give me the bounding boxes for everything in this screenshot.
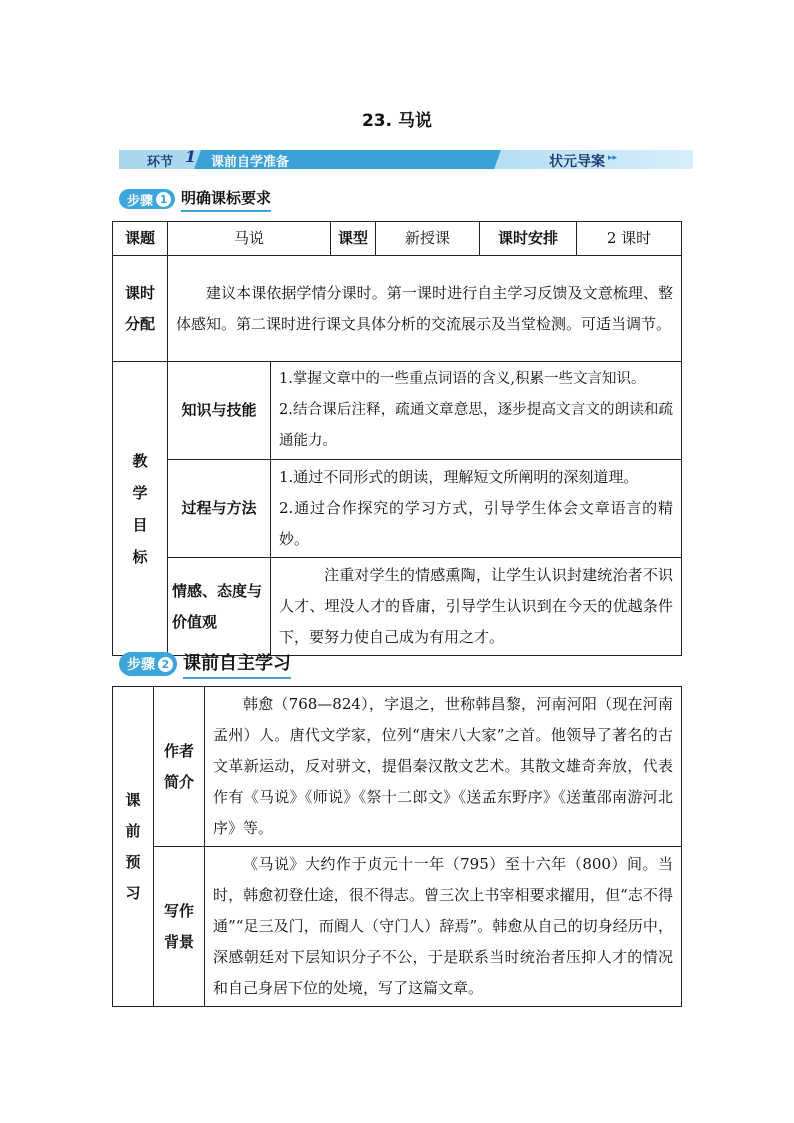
knowledge-line-1: 1.掌握文章中的一些重点词语的含义,积累一些文言知识。	[279, 371, 646, 387]
emotion-label-b: 价值观	[172, 612, 218, 631]
background-text: 《马说》大约作于贞元十一年（795）至十六年（800）间。当时，韩愈初登仕途，很不得志。曾三次上书宰相要求擢用，但“志不得通”“足三及门，而阍人（守门人）辞焉”。韩愈从自己的切身经历中，深感朝廷对下层知识分子不公，于是联系当时统治者压抑人才的情况和自己身居下位的处境，写了这篇文章。	[205, 847, 682, 1007]
background-label	[154, 847, 205, 1007]
emotion-label	[168, 558, 271, 656]
lesson-type-label: 课型	[331, 222, 376, 256]
step-1-header	[119, 189, 271, 209]
step-1-pill	[119, 189, 175, 209]
process-label: 过程与方法	[168, 460, 271, 558]
goals-char-4: 标	[132, 547, 148, 566]
lesson-type-value: 新授课	[376, 222, 480, 256]
knowledge-text	[271, 362, 682, 460]
banner-topic: 课前自学准备	[211, 155, 290, 170]
curriculum-table	[112, 221, 682, 656]
schedule-label	[113, 256, 168, 362]
goals-char-3: 目	[132, 515, 148, 534]
subject-value: 马说	[168, 222, 331, 256]
process-line-1: 1.通过不同形式的朗读，理解短文所阐明的深刻道理。	[279, 468, 639, 486]
preview-char-2: 前	[125, 821, 141, 840]
preview-char-1: 课	[125, 790, 141, 809]
step-2-number-icon: 2	[158, 657, 173, 672]
step-1-heading: 明确课标要求	[181, 187, 271, 212]
preview-label	[113, 687, 154, 1007]
knowledge-label: 知识与技能	[168, 362, 271, 460]
emotion-label-a: 情感、态度与	[172, 581, 263, 600]
step-2-heading: 课前自主学习	[183, 649, 291, 679]
step-1-number-icon: 1	[156, 192, 171, 207]
preview-table	[112, 686, 682, 1007]
background-label-a: 写作	[163, 901, 194, 920]
author-label	[154, 687, 205, 847]
schedule-text: 建议本课依据学情分课时。第一课时进行自主学习反馈及文意梳理、整体感知。第二课时进行课文具体分析的交流展示及当堂检测。可适当调节。	[168, 256, 682, 362]
emotion-text: 注重对学生的情感熏陶，让学生认识封建统治者不识人才、埋没人才的昏庸，引导学生认识到在今天的优越条件下，要努力使自己成为有用之才。	[271, 558, 682, 656]
period-value: 2 课时	[577, 222, 682, 256]
preview-char-4: 习	[125, 883, 141, 902]
page-title: 23. 马说	[361, 111, 433, 131]
step-2-header	[119, 654, 291, 674]
goals-char-1: 教	[132, 451, 148, 470]
schedule-label-a: 课时	[124, 283, 155, 302]
subject-label: 课题	[113, 222, 168, 256]
process-line-2: 2.通过合作探究的学习方式，引导学生体会文章语言的精妙。	[279, 499, 674, 548]
author-label-b: 简介	[163, 772, 194, 791]
banner-label: 环节	[147, 155, 174, 170]
step-2-tag: 步骤	[127, 657, 155, 673]
step-1-tag: 步骤	[127, 193, 154, 209]
process-text	[271, 460, 682, 558]
schedule-label-b: 分配	[124, 314, 155, 333]
banner-brand: 状元导案	[549, 154, 605, 170]
author-label-a: 作者	[163, 741, 194, 760]
period-label: 课时安排	[480, 222, 577, 256]
preview-char-3: 预	[125, 852, 141, 871]
knowledge-line-2: 2.结合课后注释，疏通文章意思，逐步提高文言文的朗读和疏通能力。	[279, 402, 674, 449]
double-arrow-icon: ▸▸	[607, 153, 617, 163]
banner-number: 1	[185, 147, 197, 166]
goals-char-2: 学	[132, 483, 148, 502]
section-banner	[119, 147, 693, 170]
goals-label	[113, 362, 168, 656]
background-label-b: 背景	[163, 932, 194, 951]
author-text: 韩愈（768—824），字退之，世称韩昌黎，河南河阳（现在河南孟州）人。唐代文学家，位列“唐宋八大家”之首。他领导了著名的古文革新运动，反对骈文，提倡秦汉散文艺术。其散文雄奇奔放，代表作有《马说》《师说》《祭十二郎文》《送孟东野序》《送董邵南游河北序》等。	[205, 687, 682, 847]
step-2-pill	[119, 652, 177, 676]
